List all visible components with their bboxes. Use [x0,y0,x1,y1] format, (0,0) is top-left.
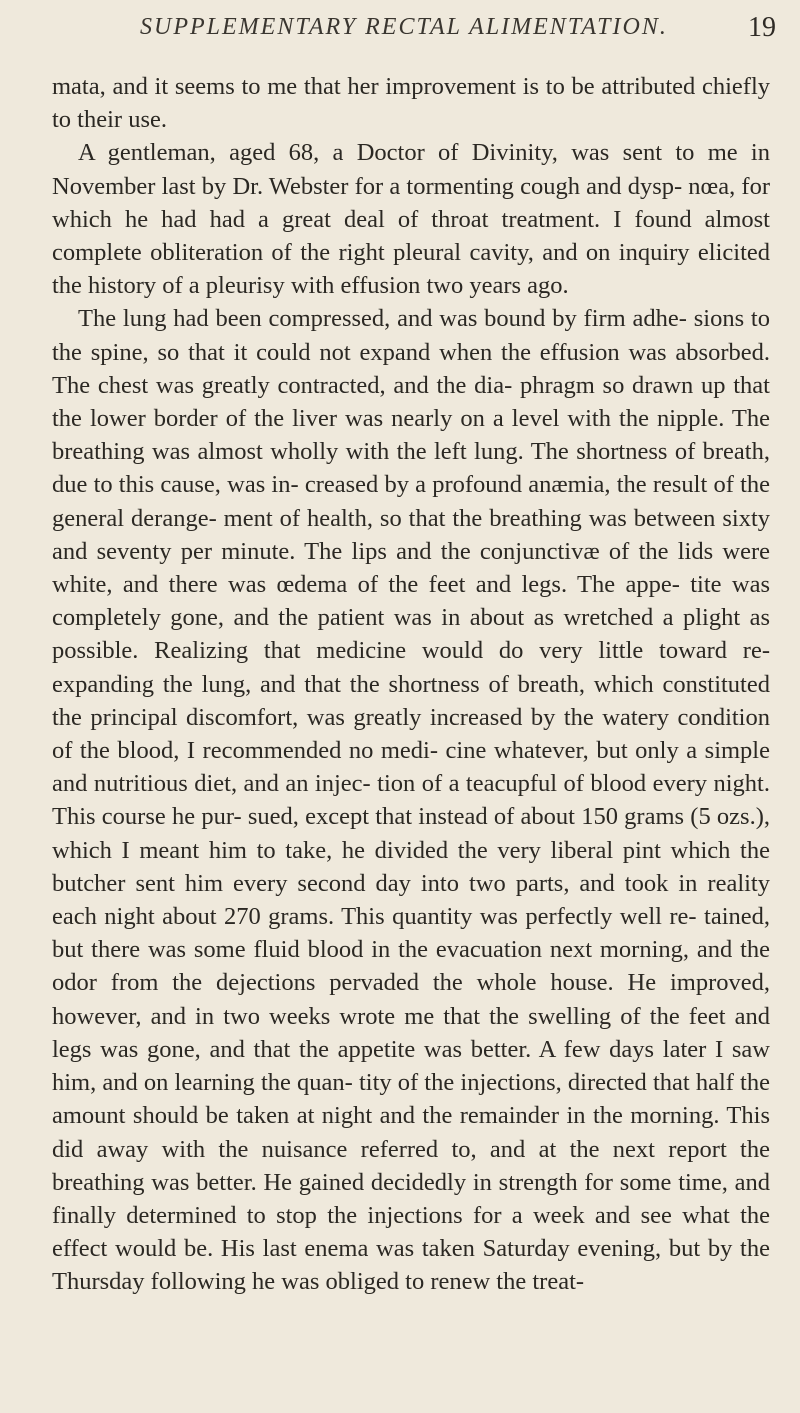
body-text [52,70,770,1299]
page-number: 19 [748,12,776,43]
paragraph-case-history: A gentleman, aged 68, a Doctor of Divinity, was sent to me in November last by Dr. Webster for a tormenting cough and dysp- nœa, for which he had had a great deal of throat treatment. I found almost complete obliteration of the right pleural cavity, and on inquiry elicited the history of a pleurisy with effusion two years ago. [52,139,770,300]
paragraph-treatment: The lung had been compressed, and was bound by firm adhe- sions to the spine, so that it could not expand when the effusion was absorbed. The chest was greatly contracted, and the dia- phragm so drawn up that the lower border of the liver was nearly on a level with the nipple. The breathing was almost wholly with the left lung. The shortness of breath, due to this cause, was in- creased by a profound anæmia, the result of the general derange- ment of health, so that the breathing was between sixty and seventy per minute. The lips and the conjunctivæ of the lids were white, and there was œdema of the feet and legs. The appe- tite was completely gone, and the patient was in about as wretched a plight as possible. Realizing that medicine would do very little toward re-expanding the lung, and that the shortness of breath, which constituted the principal discomfort, was greatly increased by the watery condition of the blood, I recommended no medi- cine whatever, but only a simple and nutritious diet, and an injec- tion of a teacupful of blood every night. This course he pur- sued, except that instead of about 150 grams (5 ozs.), which I meant him to take, he divided the very liberal pint which the butcher sent him every second day into two parts, and took in reality each night about 270 grams. This quantity was perfectly well re- tained, but there was some fluid blood in the evacuation next morning, and the odor from the dejections pervaded the whole house. He improved, however, and in two weeks wrote me that the swelling of the feet and legs was gone, and that the appetite was better. A few days later I saw him, and on learning the quan- tity of the injections, directed that half the amount should be taken at night and the remainder in the morning. This did away with the nuisance referred to, and at the next report the breathing was better. He gained decidedly in strength for some time, and finally determined to stop the injections for a week and see what the effect would be. His last enema was taken Saturday evening, but by the Thursday following he was obliged to renew the treat- [52,305,770,1296]
paragraph-continuation: mata, and it seems to me that her improvement is to be attributed chiefly to their use. [52,73,770,134]
running-head: SUPPLEMENTARY RECTAL ALIMENTATION. [140,14,668,40]
